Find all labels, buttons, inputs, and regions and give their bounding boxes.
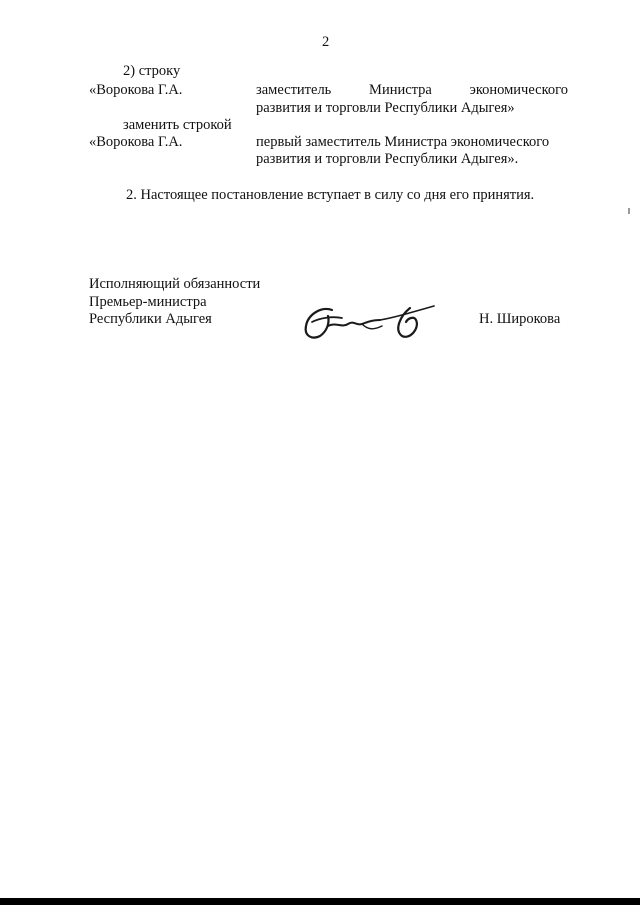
signatory-name: Н. Широкова	[479, 311, 561, 327]
scan-bottom-border	[0, 898, 640, 905]
old-position-word-2: Министра	[369, 82, 432, 98]
old-position-word-3: экономического	[469, 82, 568, 98]
old-name: «Ворокова Г.А.	[89, 82, 183, 98]
replace-with-label: заменить строкой	[123, 117, 232, 133]
page-number: 2	[322, 34, 330, 50]
signatory-title-line3: Республики Адыгея	[89, 311, 212, 327]
scan-edge-mark	[628, 208, 630, 214]
old-position-line1	[256, 80, 568, 100]
handwritten-signature	[302, 296, 442, 348]
signatory-title-line2: Премьер-министра	[89, 294, 207, 310]
clause-2: 2. Настоящее постановление вступает в силу со дня его принятия.	[126, 187, 535, 203]
signatory-title-line1: Исполняющий обязанности	[89, 276, 261, 292]
old-position-line2: развития и торговли Республики Адыгея»	[256, 100, 515, 116]
item-2-intro: 2) строку	[123, 63, 181, 79]
old-position-word-1: заместитель	[256, 82, 332, 98]
new-name: «Ворокова Г.А.	[89, 134, 183, 150]
new-position-line1: первый заместитель Министра экономического	[256, 134, 550, 150]
new-position-line2: развития и торговли Республики Адыгея».	[256, 151, 519, 167]
